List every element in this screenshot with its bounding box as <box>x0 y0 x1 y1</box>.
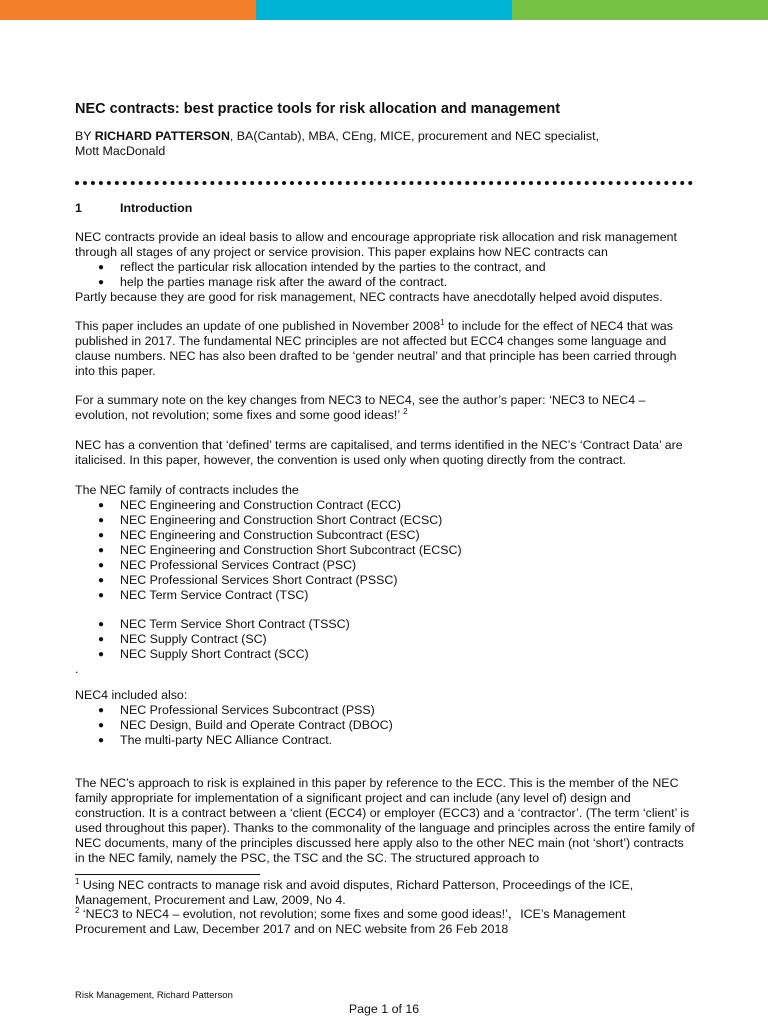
document-title: NEC contracts: best practice tools for risk allocation and management <box>75 101 561 117</box>
risk-approach-paragraph: The NEC’s approach to risk is explained in this paper by reference to the ECC. This is the member of the NEC family appropriate for implementation of a significant project and can include (any level of) design and construction. It is a contract between a ‘client (ECC4) or employer (ECC3) and a ‘contractor’. (The term ‘client’ is used throughout this paper). Thanks to the commonality of the language and principles across the entire family of NEC documents, many of the principles discussed here apply also to the other NEC main (not ‘short’) contracts in the NEC family, namely the PSC, the TSC and the SC. The structured approach to <box>75 776 695 865</box>
footnote-divider <box>75 874 260 875</box>
bullet-icon: ● <box>98 277 105 288</box>
dotted-divider <box>75 181 693 185</box>
byline <box>75 129 695 159</box>
footnotes <box>75 878 695 936</box>
nec4-list <box>75 703 695 748</box>
intro-paragraph: NEC contracts provide an ideal basis to allow and encourage appropriate risk allocation and risk management through all stages of any project or service provision. This paper explains how NEC contracts can <box>75 230 677 259</box>
bullet-icon: ● <box>98 735 105 746</box>
header-color-bar <box>0 0 768 20</box>
bullet-icon: ● <box>98 560 105 571</box>
list-item: ● NEC Engineering and Construction Subcontract (ESC) <box>98 528 420 542</box>
list-item: ● NEC Supply Short Contract (SCC) <box>98 647 309 661</box>
page-number: Page 1 of 16 <box>348 1002 420 1016</box>
intro-bullet-list <box>75 260 695 290</box>
nec4-intro: NEC4 included also: <box>75 688 188 702</box>
list-item: ● NEC Professional Services Subcontract (PSS) <box>98 703 375 717</box>
bullet-icon: ● <box>98 619 105 630</box>
section-number: 1 <box>75 201 82 215</box>
list-item: ● help the parties manage risk after the award of the contract. <box>98 275 448 289</box>
family-intro: The NEC family of contracts includes the <box>75 483 299 497</box>
list-item: ● NEC Engineering and Construction Short Contract (ECSC) <box>98 513 443 527</box>
section-heading <box>75 201 695 216</box>
bullet-icon: ● <box>98 634 105 645</box>
list-item: ● NEC Engineering and Construction Short Subcontract (ECSC) <box>98 543 462 557</box>
bullet-icon: ● <box>98 705 105 716</box>
bullet-icon: ● <box>98 515 105 526</box>
list-item: ● NEC Supply Contract (SC) <box>98 632 267 646</box>
family-list-continued <box>75 617 695 662</box>
byline-prefix: BY <box>75 129 95 143</box>
color-bar-blue <box>256 0 512 20</box>
footnote: $^2$ ‘NEC3 to NEC4 – evolution, not revolution; some fixes and some good ideas!’，ICE’s Management Procurement and Law, December 2017 and on NEC website from 26 Feb 2018 <box>75 905 626 936</box>
convention-paragraph: NEC has a convention that ‘defined’ terms are capitalised, and terms identified in the NEC’s ‘Contract Data’ are italicised. In this paper, however, the convention is used only when quoting directly from the contract. <box>75 438 683 467</box>
stray-dot: . <box>75 662 79 676</box>
list-item: ● NEC Professional Services Contract (PSC) <box>98 558 357 572</box>
footnote-ref: 2 <box>403 406 408 416</box>
author-name: RICHARD PATTERSON <box>94 129 230 143</box>
bullet-icon: ● <box>98 720 105 731</box>
footer-running-title: Risk Management, Richard Patterson <box>75 990 233 1001</box>
footnote-ref: 1 <box>440 317 445 327</box>
bullet-icon: ● <box>98 262 105 273</box>
list-item: ● NEC Term Service Short Contract (TSSC) <box>98 617 350 631</box>
footnote: $^1$ Using NEC contracts to manage risk and avoid disputes, Richard Patterson, Proceedings of the ICE, Management, Procurement and Law, 2009, No 4. <box>75 876 634 907</box>
section-title: Introduction <box>120 201 193 215</box>
bullet-icon: ● <box>98 590 105 601</box>
document-body <box>75 100 695 866</box>
color-bar-green <box>512 0 768 20</box>
bullet-icon: ● <box>98 649 105 660</box>
bullet-icon: ● <box>98 530 105 541</box>
bullet-icon: ● <box>98 575 105 586</box>
list-item: ● The multi-party NEC Alliance Contract. <box>98 733 333 747</box>
bullet-icon: ● <box>98 500 105 511</box>
bullet-icon: ● <box>98 545 105 556</box>
color-bar-orange <box>0 0 256 20</box>
list-item: ● NEC Design, Build and Operate Contract (DBOC) <box>98 718 393 732</box>
list-item: ● NEC Term Service Contract (TSC) <box>98 588 309 602</box>
update-paragraph: This paper includes an update of one published in November 2008$^1$ to include for the effect of NEC4 that was published in 2017. The fundamental NEC principles are not affected but ECC4 changes some language and clause numbers. NEC has also been drafted to be ‘gender neutral’ and that principle has been carried through into this paper. <box>75 317 677 378</box>
author-credentials: , BA(Cantab), MBA, CEng, MICE, procurement and NEC specialist, <box>229 129 600 143</box>
list-item: ● NEC Professional Services Short Contract (PSSC) <box>98 573 398 587</box>
family-list <box>75 498 695 603</box>
list-item: ● reflect the particular risk allocation intended by the parties to the contract, and <box>98 260 546 274</box>
author-organisation: Mott MacDonald <box>75 144 166 158</box>
list-item: ● NEC Engineering and Construction Contract (ECC) <box>98 498 401 512</box>
intro-after-paragraph: Partly because they are good for risk management, NEC contracts have anecdotally helped avoid disputes. <box>75 290 663 304</box>
summary-paragraph: For a summary note on the key changes from NEC3 to NEC4, see the author’s paper: ‘NEC3 to NEC4 – evolution, not revolution; some fixes and some good ideas!’ $^2$ <box>75 393 646 422</box>
